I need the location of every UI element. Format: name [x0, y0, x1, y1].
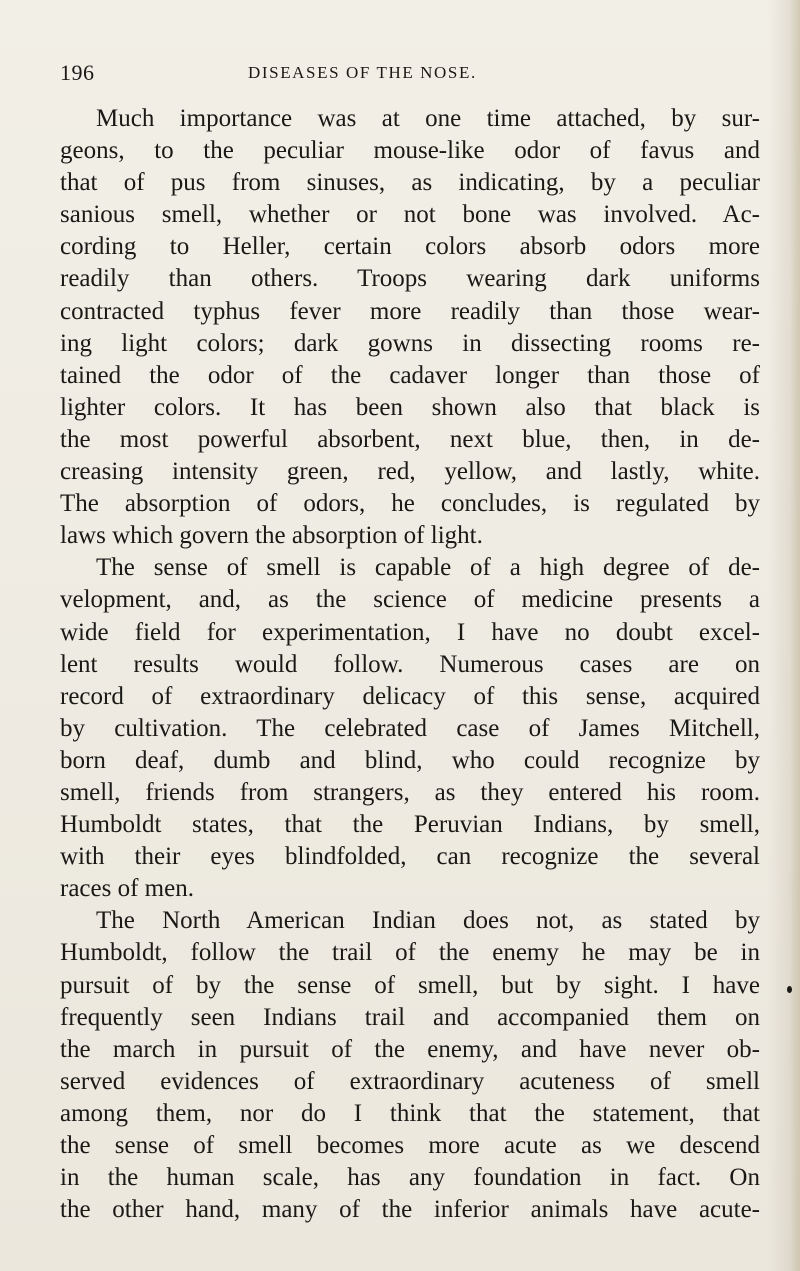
- text-line: the march in pursuit of the enemy, and have never ob-: [60, 1035, 760, 1063]
- text-line: smell, friends from strangers, as they entered his room.: [60, 778, 760, 806]
- paragraph-1: [60, 103, 760, 552]
- text-line: Humboldt, follow the trail of the enemy he may be in: [60, 939, 760, 967]
- body-text: [60, 103, 760, 1226]
- text-line: cording to Heller, certain colors absorb odors more: [60, 233, 760, 261]
- text-line: among them, nor do I think that the statement, that: [60, 1099, 760, 1127]
- text-line: wide field for experimentation, I have no doubt excel-: [60, 618, 760, 646]
- text-line: velopment, and, as the science of medicine presents a: [60, 586, 760, 614]
- text-line: geons, to the peculiar mouse-like odor of favus and: [60, 137, 760, 165]
- page-edge-shadow: [790, 0, 800, 1271]
- text-line: Much importance was at one time attached, by sur-: [96, 105, 760, 132]
- text-line: creasing intensity green, red, yellow, and lastly, white.: [60, 458, 760, 486]
- text-line: The absorption of odors, he concludes, is regulated by: [60, 490, 760, 518]
- paragraph-3: [60, 905, 760, 1226]
- text-line: lighter colors. It has been shown also that black is: [60, 393, 760, 421]
- text-line: races of men.: [60, 875, 194, 903]
- text-line: frequently seen Indians trail and accompanied them on: [60, 1003, 760, 1031]
- text-line: laws which govern the absorption of light.: [60, 522, 483, 550]
- text-line: the other hand, many of the inferior animals have acute-: [60, 1196, 760, 1224]
- text-line: sanious smell, whether or not bone was involved. Ac-: [60, 201, 760, 229]
- ink-speck: [787, 986, 792, 993]
- text-line: tained the odor of the cadaver longer than those of: [60, 361, 760, 389]
- text-line: in the human scale, has any foundation in fact. On: [60, 1164, 760, 1192]
- text-line: ing light colors; dark gowns in dissecting rooms re-: [60, 329, 760, 357]
- text-line: with their eyes blindfolded, can recognize the several: [60, 843, 760, 871]
- text-line: the sense of smell becomes more acute as we descend: [60, 1132, 760, 1159]
- text-line: that of pus from sinuses, as indicating, by a peculiar: [60, 169, 760, 197]
- text-line: lent results would follow. Numerous cases are on: [60, 650, 760, 678]
- text-line: Humboldt states, that the Peruvian Indians, by smell,: [60, 811, 760, 839]
- paragraph-2: [60, 552, 760, 905]
- page-number: 196: [60, 60, 95, 85]
- text-line: readily than others. Troops wearing dark uniforms: [60, 265, 760, 293]
- running-title: DISEASES OF THE NOSE.: [248, 63, 477, 82]
- text-line: contracted typhus fever more readily than those wear-: [60, 297, 760, 325]
- running-head: [60, 60, 760, 90]
- text-line: the most powerful absorbent, next blue, then, in de-: [60, 425, 760, 453]
- text-line: The sense of smell is capable of a high degree of de-: [96, 554, 760, 582]
- text-line: served evidences of extraordinary acuteness of smell: [60, 1067, 760, 1095]
- text-line: pursuit of by the sense of smell, but by sight. I have: [60, 971, 760, 999]
- text-line: The North American Indian does not, as stated by: [96, 907, 760, 935]
- text-line: record of extraordinary delicacy of this sense, acquired: [60, 682, 760, 710]
- text-line: born deaf, dumb and blind, who could recognize by: [60, 746, 760, 774]
- text-line: by cultivation. The celebrated case of James Mitchell,: [60, 714, 760, 742]
